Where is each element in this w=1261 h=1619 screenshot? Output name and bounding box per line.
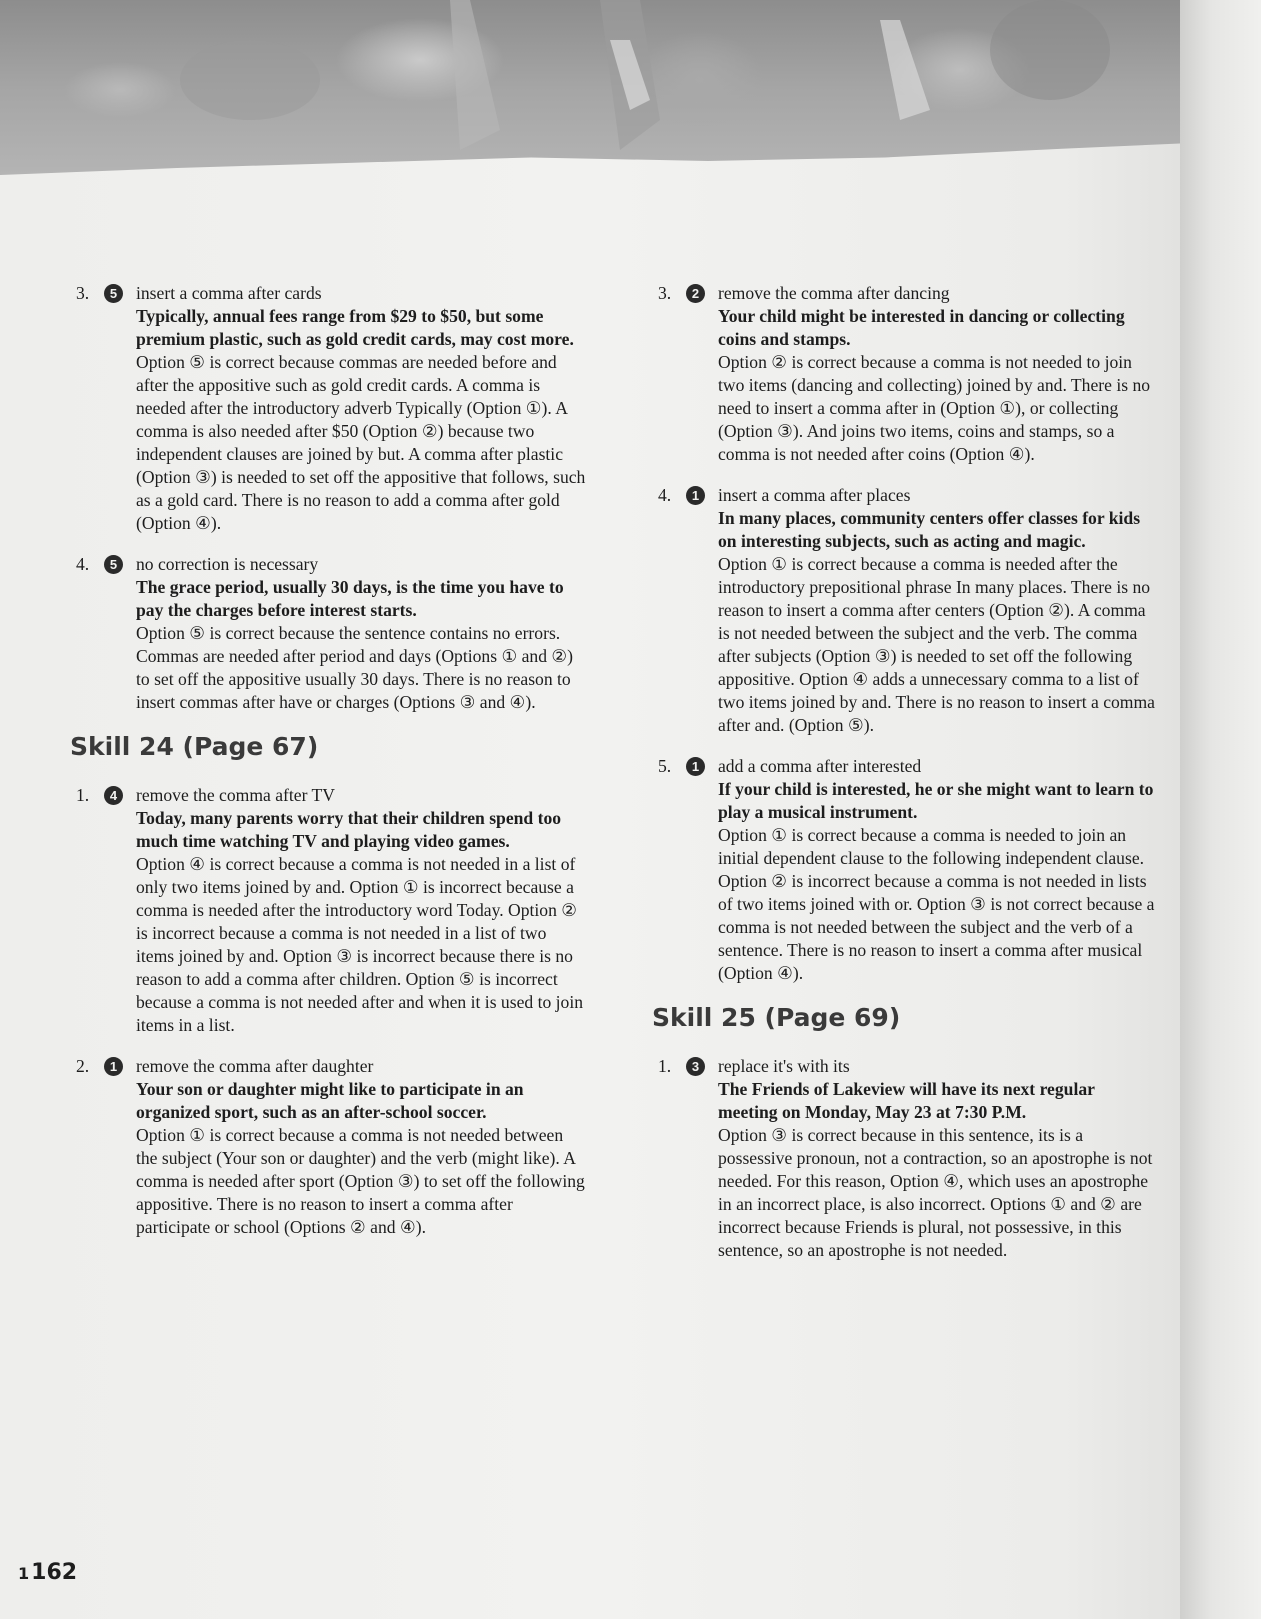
option-badge: 1 [686, 486, 705, 505]
explanation-text: Option ① is correct because a comma is not needed between the subject (Your son or daughter) and the verb (might like). A comma is needed after sport (Option ③) to set off the following appositive. There is no reason to insert a comma after participate or school (Options ② and ④). [136, 1125, 585, 1237]
explanation-text: Option ① is correct because a comma is needed to join an initial dependent clause to the following independent clause. Option ② is incorrect because a comma is not needed in lists of two items joined with or. Option ③ is not correct because a comma is not needed between the subject and the verb of a sentence. There is no reason to insert a comma after musical (Option ④). [718, 825, 1155, 983]
left-column [70, 282, 586, 1257]
item-number: 5. [658, 756, 672, 776]
explanation-text: Option ② is correct because a comma is not needed to join two items (dancing and collecting) joined by and. There is no need to insert a comma after in (Option ①), or collecting (Option ③). And joins two items, coins and stamps, so a comma is not needed after coins (Option ④). [718, 352, 1151, 464]
answer-item-3 [658, 282, 1158, 466]
answer-item-1 [76, 784, 586, 1037]
corrected-sentence: The Friends of Lakeview will have its next regular meeting on Monday, May 23 at 7:30 P.M. [718, 1079, 1095, 1122]
answer-item-3 [76, 282, 586, 535]
option-badge: 1 [686, 757, 705, 776]
answer-item-1 [658, 1055, 1158, 1262]
answer-text: remove the comma after daughter [136, 1056, 374, 1076]
page-number [18, 1560, 77, 1585]
answer-text: add a comma after interested [718, 756, 922, 776]
corrected-sentence: Typically, annual fees range from $29 to $50, but some premium plastic, such as gold credit cards, may cost more. [136, 306, 574, 349]
answer-text: remove the comma after TV [136, 785, 335, 805]
answer-item-4 [658, 484, 1158, 737]
corrected-sentence: In many places, community centers offer classes for kids on interesting subjects, such as acting and magic. [718, 508, 1141, 551]
corrected-sentence: If your child is interested, he or she might want to learn to play a musical instrument. [718, 779, 1154, 822]
answer-text: insert a comma after cards [136, 283, 322, 303]
explanation-text: Option ⑤ is correct because the sentence contains no errors. Commas are needed after period and days (Options ① and ②) to set off the appositive usually 30 days. There is no reason to insert commas after have or charges (Options ③ and ④). [136, 623, 574, 712]
banner-decoration [0, 0, 1180, 175]
option-badge: 1 [104, 1057, 123, 1076]
explanation-text: Option ① is correct because a comma is needed after the introductory prepositional phrase In many places. There is no reason to insert a comma after centers (Option ②). A comma is not needed between the subject and the verb. The comma after subjects (Option ③) is needed to set off the following appositive. Option ④ adds a unnecessary comma to a list of two items joined by and. There is no reason to insert a comma after and. (Option ⑤). [718, 554, 1155, 735]
option-badge: 4 [104, 786, 123, 805]
item-number: 4. [658, 485, 672, 505]
answer-item-4 [76, 553, 586, 714]
item-number: 1. [76, 785, 90, 805]
section-heading-skill-24: Skill 24 (Page 67) [70, 732, 319, 761]
corrected-sentence: The grace period, usually 30 days, is the time you have to pay the charges before interest starts. [136, 577, 564, 620]
corrected-sentence: Today, many parents worry that their children spend too much time watching TV and playing video games. [136, 808, 562, 851]
corrected-sentence: Your son or daughter might like to participate in an organized sport, such as an after-school soccer. [136, 1079, 524, 1122]
page-number-fragment: 1 [18, 1564, 30, 1583]
answer-text: remove the comma after dancing [718, 283, 950, 303]
page-number-value: 162 [31, 1560, 78, 1585]
explanation-text: Option ⑤ is correct because commas are needed before and after the appositive such as gold credit cards. A comma is needed after the introductory adverb Typically (Option ①). A comma is also needed after $50 (Option ②) because two independent clauses are joined by but. A comma after plastic (Option ③) is needed to set off the appositive that follows, such as a gold card. There is no reason to add a comma after gold (Option ④). [136, 352, 586, 533]
item-number: 3. [658, 283, 672, 303]
item-number: 1. [658, 1056, 672, 1076]
answer-text: insert a comma after places [718, 485, 911, 505]
option-badge: 5 [104, 555, 123, 574]
answer-text: no correction is necessary [136, 554, 319, 574]
explanation-text: Option ③ is correct because in this sentence, its is a possessive pronoun, not a contraction, so an apostrophe is not needed. For this reason, Option ④, which uses an apostrophe in an incorrect place, is also incorrect. Options ① and ② are incorrect because Friends is plural, not possessive, in this sentence, so an apostrophe is not needed. [718, 1125, 1153, 1260]
option-badge: 5 [104, 284, 123, 303]
answer-text: replace it's with its [718, 1056, 850, 1076]
item-number: 2. [76, 1056, 90, 1076]
option-badge: 3 [686, 1057, 705, 1076]
section-heading-skill-25: Skill 25 (Page 69) [652, 1003, 901, 1032]
header-banner-image [0, 0, 1180, 175]
item-number: 3. [76, 283, 90, 303]
answer-item-5 [658, 755, 1158, 985]
book-gutter [1180, 0, 1261, 1619]
explanation-text: Option ④ is correct because a comma is not needed in a list of only two items joined by and. Option ① is incorrect because a comma is needed after the introductory word Today. Option ② is incorrect because a comma is not needed in a list of two items joined by and. Option ③ is incorrect because there is no reason to add a comma after children. Option ⑤ is incorrect because a comma is not needed after and when it is used to join items in a list. [136, 854, 584, 1035]
option-badge: 2 [686, 284, 705, 303]
corrected-sentence: Your child might be interested in dancing or collecting coins and stamps. [718, 306, 1125, 349]
item-number: 4. [76, 554, 90, 574]
answer-item-2 [76, 1055, 586, 1239]
right-column [652, 282, 1158, 1280]
